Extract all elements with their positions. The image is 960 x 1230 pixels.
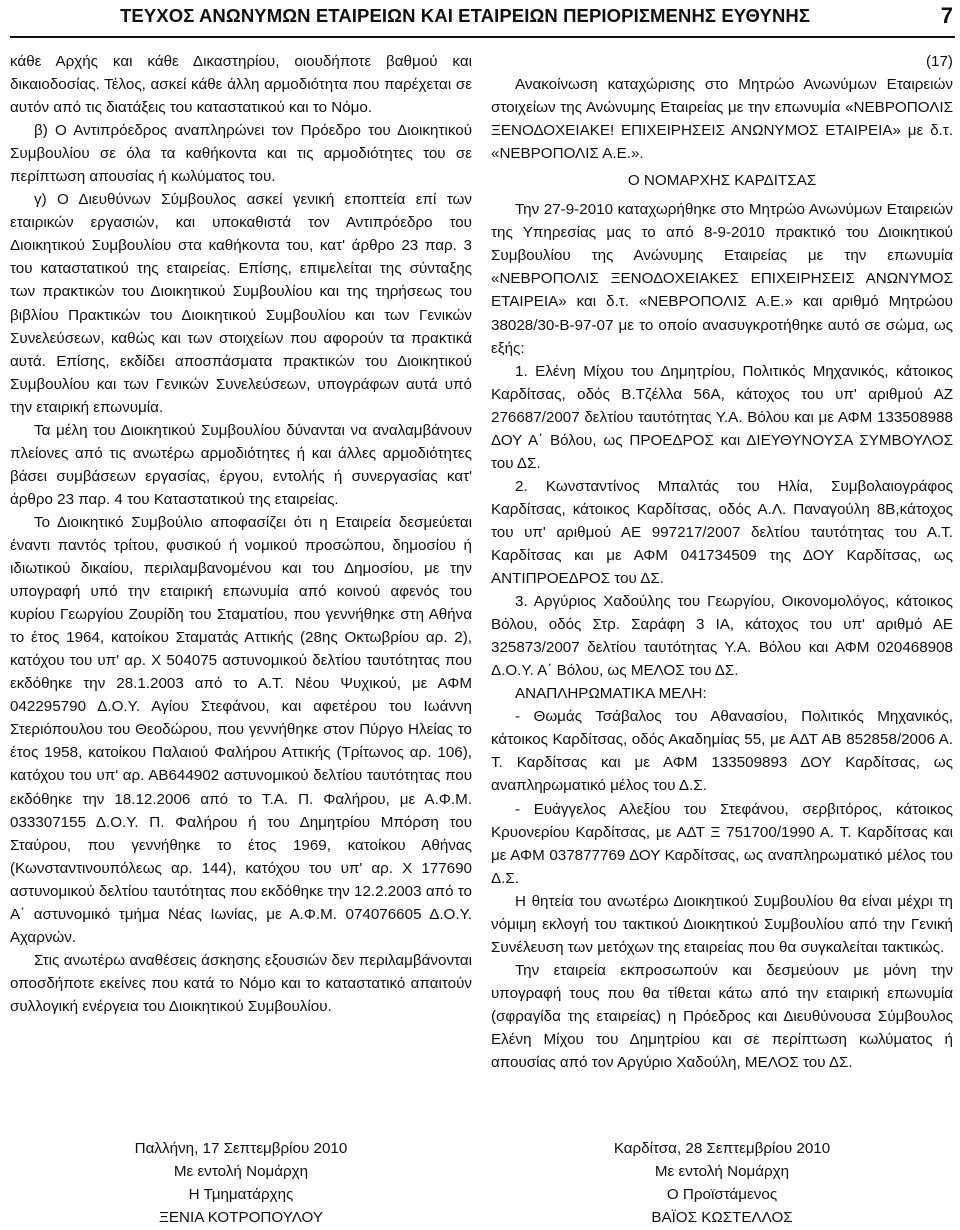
signature-role: Ο Προϊστάμενος: [666, 1186, 778, 1204]
gazette-issue-title: ΤΕΥΧΟΣ ΑΝΩΝΥΜΩΝ ΕΤΑΙΡΕΙΩΝ ΚΑΙ ΕΤΑΙΡΕΙΩΝ ΠΕΡΙΟΡΙΣΜΕΝΗΣ ΕΥΘΥΝΗΣ: [120, 5, 811, 26]
paragraph: Στις ανωτέρω αναθέσεις άσκησης εξουσιών δεν περιλαμβάνονται οποσδήποτε εκείνες που κατά το Νόμο και το καταστατικό απαιτούν συλλογική ενέργεια του Διοικητικού Συμβουλίου.: [10, 951, 472, 1015]
paragraph: Την εταιρεία εκπροσωπούν και δεσμεύουν με μόνη την υπογραφή τους που θα τίθεται κάτω από την εταιρική επωνυμία (σφραγίδα της εταιρείας) η Πρόεδρος και Διευθύνουσα Σύμβουλος Ελένη Μίχου του Δημητρίου και σε περίπτωση κωλύματος ή απουσίας από τον Αργύριο Χαδούλη, ΜΕΛΟΣ του ΔΣ.: [491, 961, 953, 1072]
paragraph: β) Ο Αντιπρόεδρος αναπληρώνει τον Πρόεδρο του Διοικητικού Συμβουλίου σε όλα τα καθήκοντα και τις αρμοδιότητες του σε περίπτωση απουσίας ή κωλύματος του.: [10, 122, 472, 186]
page-header: [10, 0, 955, 38]
paragraph: Την 27-9-2010 καταχωρήθηκε στο Μητρώο Ανωνύμων Εταιρειών της Υπηρεσίας μας το από 8-9-2010 πρακτικό του Διοικητικού Συμβουλίου της Ανώνυμης Εταιρείας με την επωνυμία «ΝΕΒΡΟΠΟΛΙΣ ΞΕΝΟΔΟΧΕΙΑΚΕΣ ΕΠΙΧΕΙΡΗΣΕΙΣ ΑΝΩΝΥΜΟΣ ΕΤΑΙΡΕΙΑ» και δ.τ. «ΝΕΒΡΟΠΟΛΙΣ Α.Ε.» και αριθμό Μητρώου 38028/30-Β-97-07 με το οποίο ανασυγκροτήθηκε αυτό σε σώμα, ως εξής:: [491, 201, 953, 357]
page-number: 7: [940, 3, 953, 28]
signature-place-date: Παλλήνη, 17 Σεπτεμβρίου 2010: [134, 1140, 348, 1157]
member-entry: - Ευάγγελος Αλεξίου του Στεφάνου, σερβιτόρος, κάτοικος Κρυονερίου Καρδίτσας, με ΑΔΤ Ξ 751700/1990 Α. Τ. Καρδίτσας και με ΑΦΜ 037877769 ΔΟΥ Καρδίτσας, ως αναπληρωματικό μέλος του Δ.Σ.: [491, 800, 953, 887]
paragraph: γ) Ο Διευθύνων Σύμβουλος ασκεί γενική εποπτεία επί των εταιρικών εργασιών, και υποκαθιστά τον Αντιπρόεδρο του Διοικητικού Συμβουλίου στα καθήκοντα του, κατ' άρθρο 23 παρ. 3 του καταστατικού της εταιρείας. Επίσης, επιμελείται της σύνταξης των πρακτικών του Διοικητικού Συμβουλίου και της τηρήσεως του βιβλίου Πρακτικών του Διοικητικού Συμβουλίου και των Γενικών Συνελεύσεων, καθώς και των στοιχείων που αφορούν τα πρακτικά αυτά. Επίσης, εκδίδει αποσπάσματα πρακτικών του Διοικητικού Συμβουλίου και των Γενικών Συνελεύσεων, υπογράφων αυτά υπό την εταιρική επωνυμία.: [10, 191, 472, 416]
signature-role: Η Τμηματάρχης: [188, 1186, 294, 1204]
left-column: [10, 50, 472, 1018]
signature-authority: Με εντολή Νομάρχη: [173, 1163, 309, 1181]
signature-block-left: [10, 1137, 472, 1229]
notice-issuer: Ο ΝΟΜΑΡΧΗΣ ΚΑΡΔΙΤΣΑΣ: [627, 172, 817, 190]
paragraph: Τα μέλη του Διοικητικού Συμβουλίου δύνανται να αναλαμβάνουν πλείονες από τις ανωτέρω αρμοδιότητες ή και άλλες αρμοδιότητες βάσει συμβάσεων εργασίας, έργου, εντολής ή συνεργασίας κατ' άρθρο 23 παρ. 4 του Καταστατικού της εταιρείας.: [10, 421, 472, 508]
paragraph: κάθε Αρχής και κάθε Δικαστηρίου, οιουδήποτε βαθμού και δικαιοδοσίας. Τέλος, ασκεί κάθε άλλη αρμοδιότητα που παρέχεται σε αυτόν από τις διατάξεις του καταστατικού και το Νόμο.: [10, 53, 472, 117]
member-entry: 2. Κωνσταντίνος Μπαλτάς του Ηλία, Συμβολαιογράφος Καρδίτσας, κάτοικος Καρδίτσας, οδός Α.Λ. Παναγούλη 8Β,κάτοχος του υπ' αριθμού ΑΕ 997217/2007 δελτίου ταυτότητας του Α.Τ. Καρδίτσας και με ΑΦΜ 041734509 της ΔΟΥ Καρδίτσας, ως ΑΝΤΙΠΡΟΕΔΡΟΣ του ΔΣ.: [491, 477, 953, 588]
signature-block-right: [491, 1137, 953, 1229]
notice-number: (17): [925, 53, 953, 70]
member-entry: - Θωμάς Τσάβαλος του Αθανασίου, Πολιτικός Μηχανικός, κάτοικος Καρδίτσας, οδός Ακαδημίας 55, με ΑΔΤ ΑΒ 852858/2006 Α. Τ. Καρδίτσας και με ΑΦΜ 133509893 ΔΟΥ Καρδίτσας, ως αναπληρωματικό μέλος του Δ.Σ.: [491, 708, 953, 795]
paragraph: Η θητεία του ανωτέρω Διοικητικού Συμβουλίου θα είναι μέχρι τη νόμιμη εκλογή του τακτικού Διοικητικού Συμβουλίου από την Γενική Συνέλευση των μετόχων της εταιρείας που θα συγκαλείται τακτικώς.: [491, 892, 953, 956]
signature-name: ΒΑΪΟΣ ΚΩΣΤΕΛΛΟΣ: [651, 1209, 793, 1227]
notice-title: Ανακοίνωση καταχώρισης στο Μητρώο Ανωνύμων Εταιρειών στοιχείων της Ανώνυμης Εταιρείας με την επωνυμία «ΝΕΒΡΟΠΟΛΙΣ ΞΕΝΟΔΟΧΕΙΑΚΕ! ΕΠΙΧΕΙΡΗΣΕΙΣ ΑΝΩΝΥΜΟΣ ΕΤΑΙΡΕΙΑ» με δ.τ. «ΝΕΒΡΟΠΟΛΙΣ Α.Ε.».: [491, 76, 953, 163]
signature-authority: Με εντολή Νομάρχη: [654, 1163, 790, 1181]
signature-place-date: Καρδίτσα, 28 Σεπτεμβρίου 2010: [613, 1140, 831, 1157]
section-heading: ΑΝΑΠΛΗΡΩΜΑΤΙΚΑ ΜΕΛΗ:: [515, 685, 707, 703]
paragraph: Το Διοικητικό Συμβούλιο αποφασίζει ότι η Εταιρεία δεσμεύεται έναντι παντός τρίτου, φυσικού ή νομικού προσώπου, δημοσίου ή ιδιωτικού δικαίου, περιλαμβανομένου και του Δημοσίου, με την υπογραφή υπό την εταιρική επωνυμία από κοινού αφενός του κυρίου Γεωργίου Ζουρίδη του Σταματίου, που γεννήθηκε στη Αθήνα το έτος 1964, κατοίκου Σταματάς Αττικής (28ης Οκτωβρίου αρ. 2), κατόχου του υπ' αρ. Χ 504075 αστυνομικού δελτίου ταυτότητας που εκδόθηκε την 28.1.2003 από το Α.Τ. Νέου Ψυχικού, με ΑΦΜ 042295790 Δ.Ο.Υ. Αγίου Στεφάνου, και αφετέρου του Ιωάννη Στεριόπουλου του Θεοδώρου, που γεννήθηκε στον Πύργο Ηλείας το έτος 1958, κατοίκου Παλαιού Φαλήρου Αττικής (Τρίτωνος αρ. 106), κατόχου του υπ' αρ. ΑΒ644902 αστυνομικού δελτίου ταυτότητας που εκδόθηκε την 18.12.2006 από το Τ.Α. Π. Φαλήρου, με Α.Φ.Μ. 033307155 Δ.Ο.Υ. Π. Φαλήρου ή του Δημητρίου Μπόρση του Σταύρου, που γεννήθηκε το έτος 1969, κατοίκου Αθήνας (Κωνσταντινουπόλεως αρ. 144), κατόχου του υπ' αρ. Χ 177690 αστυνομικού δελτίου ταυτότητας που εκδόθηκε την 12.2.2003 από το Α΄ αστυνομικό τμήμα Νέας Ιωνίας, με Α.Φ.Μ. 074076605 Δ.Ο.Υ. Αχαρνών.: [10, 513, 472, 946]
signature-name: ΞΕΝΙΑ ΚΟΤΡΟΠΟΥΛΟΥ: [159, 1209, 323, 1227]
right-column: [491, 50, 953, 1074]
member-entry: 1. Ελένη Μίχου του Δημητρίου, Πολιτικός Μηχανικός, κάτοικος Καρδίτσας, οδός Β.Τζέλλα 56Α, κάτοχος του υπ' αριθμού ΑΖ 276687/2007 δελτίου ταυτότητας Υ.Α. Βόλου και με ΑΦΜ 133508988 ΔΟΥ Α΄ Βόλου, ως ΠΡΟΕΔΡΟΣ και ΔΙΕΥΘΥΝΟΥΣΑ ΣΥΜΒΟΥΛΟΣ του ΔΣ.: [491, 362, 953, 472]
member-entry: 3. Αργύριος Χαδούλης του Γεωργίου, Οικονομολόγος, κάτοικος Βόλου, οδός Στρ. Σαράφη 3 ΙΑ, κάτοχος του υπ' αριθμό ΑΕ 325873/2007 δελτίου ταυτότητας Υ.Α. Βόλου και ΑΦΜ 020468908 Δ.Ο.Υ. Α΄ Βόλου, ως ΜΕΛΟΣ του ΔΣ.: [491, 593, 953, 680]
